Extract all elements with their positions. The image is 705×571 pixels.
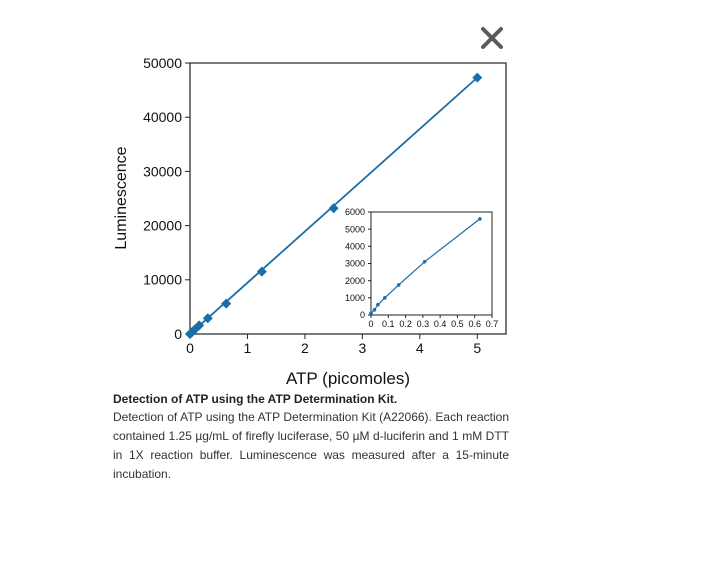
inset-y-tick-label: 2000 (344, 275, 365, 286)
main-x-tick-label: 2 (301, 340, 309, 356)
inset-data-point (376, 303, 380, 307)
inset-x-tick-label: 0.4 (433, 319, 447, 329)
inset-data-point (383, 296, 387, 300)
main-y-tick-label: 50000 (143, 54, 182, 71)
inset-x-tick-label: 0 (368, 319, 374, 329)
inset-y-tick-label: 3000 (344, 258, 365, 269)
main-x-tick-label: 0 (186, 340, 194, 356)
main-x-tick-label: 1 (243, 340, 252, 356)
inset-data-point (478, 217, 482, 221)
main-y-tick-label: 20000 (143, 217, 182, 234)
main-data-point (329, 203, 339, 213)
inset-x-tick-label: 0.2 (399, 319, 412, 329)
inset-data-point (369, 311, 373, 315)
inset-data-point (397, 283, 401, 287)
inset-x-tick-label: 0.7 (485, 319, 499, 329)
caption-title: Detection of ATP using the ATP Determination Kit. (113, 392, 398, 406)
caption-body: Detection of ATP using the ATP Determination Kit (A22066). Each reaction contained 1.25 µg/mL of firefly luciferase, 50 µM d-luciferin and 1 mM DTT in 1X reaction buffer. Luminescence was measured after a 15-minute incubation. (113, 410, 509, 481)
inset-data-point (373, 308, 377, 312)
inset-y-tick-label: 6000 (344, 207, 365, 218)
main-y-tick-label: 0 (174, 325, 182, 342)
main-data-point (221, 299, 231, 309)
figure-caption (113, 390, 509, 484)
inset-x-tick-label: 0.3 (416, 319, 430, 329)
inset-x-tick-label: 0.6 (468, 319, 481, 329)
main-y-axis-label: Luminescence (113, 146, 130, 250)
main-data-point (257, 267, 267, 277)
inset-y-tick-label: 5000 (344, 224, 365, 235)
inset-y-tick-label: 0 (359, 310, 365, 321)
inset-x-tick-label: 0.1 (382, 319, 395, 329)
inset-x-tick-label: 0.5 (451, 319, 464, 329)
main-y-tick-label: 10000 (143, 271, 182, 288)
main-x-tick-label: 3 (358, 340, 367, 356)
main-x-tick-label: 4 (415, 340, 424, 356)
main-x-axis-label: ATP (picomoles) (285, 369, 411, 388)
main-y-tick-label: 40000 (143, 109, 182, 126)
inset-chart (345, 207, 498, 329)
inset-y-tick-label: 1000 (344, 292, 365, 303)
inset-y-tick-label: 4000 (344, 241, 365, 252)
inset-data-point (423, 260, 427, 264)
main-x-tick-label: 5 (473, 340, 482, 356)
main-y-tick-label: 30000 (143, 163, 182, 180)
